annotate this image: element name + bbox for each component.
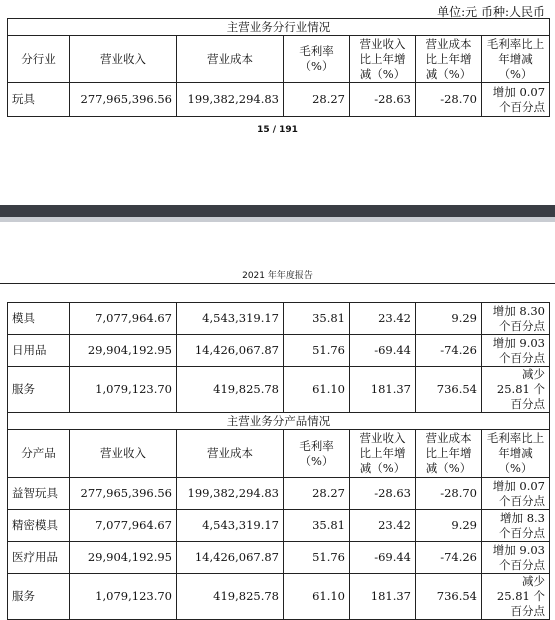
margin-change-cell: 增加 0.07 个百分点 [482, 478, 550, 510]
cost-cell: 419,825.78 [177, 367, 284, 413]
revenue-cell: 29,904,192.95 [70, 335, 177, 367]
cost-change-cell: -28.70 [416, 478, 482, 510]
col-header: 分产品 [8, 430, 70, 478]
margin-change-cell: 增加 9.03 个百分点 [482, 335, 550, 367]
margin-change-cell: 增加 8.3 个百分点 [482, 510, 550, 542]
revenue-change-cell: -28.63 [350, 83, 416, 117]
margin-cell: 28.27 [284, 478, 350, 510]
revenue-change-cell: -28.63 [350, 478, 416, 510]
cost-cell: 199,382,294.83 [177, 478, 284, 510]
col-header: 营业收入比上年增减（%） [350, 430, 416, 478]
margin-change-cell: 减少 25.81 个百分点 [482, 574, 550, 620]
revenue-cell: 7,077,964.67 [70, 510, 177, 542]
industry-section-title: 主营业务分行业情况 [8, 19, 550, 36]
table-row [8, 542, 550, 574]
cost-change-cell: 736.54 [416, 574, 482, 620]
col-header: 营业收入比上年增减（%） [350, 36, 416, 83]
row-label: 玩具 [8, 83, 70, 117]
revenue-cell: 1,079,123.70 [70, 574, 177, 620]
col-header: 营业成本比上年增减（%） [416, 36, 482, 83]
revenue-cell: 29,904,192.95 [70, 542, 177, 574]
col-header: 毛利率（%） [284, 430, 350, 478]
cost-cell: 4,543,319.17 [177, 510, 284, 542]
revenue-change-cell: -69.44 [350, 335, 416, 367]
revenue-change-cell: 23.42 [350, 303, 416, 335]
margin-cell: 51.76 [284, 542, 350, 574]
margin-change-cell: 增加 8.30 个百分点 [482, 303, 550, 335]
margin-cell: 35.81 [284, 303, 350, 335]
col-header: 毛利率比上年增减（%） [482, 430, 550, 478]
cost-change-cell: -28.70 [416, 83, 482, 117]
revenue-change-cell: 23.42 [350, 510, 416, 542]
margin-cell: 28.27 [284, 83, 350, 117]
year-header: 2021 年年度报告 [242, 271, 313, 281]
cost-change-cell: -74.26 [416, 335, 482, 367]
col-header: 毛利率比上年增减（%） [482, 36, 550, 83]
row-label: 精密模具 [8, 510, 70, 542]
row-label: 日用品 [8, 335, 70, 367]
margin-change-cell: 增加 9.03 个百分点 [482, 542, 550, 574]
cost-cell: 14,426,067.87 [177, 542, 284, 574]
revenue-cell: 7,077,964.67 [70, 303, 177, 335]
margin-cell: 61.10 [284, 367, 350, 413]
col-header: 营业收入 [70, 36, 177, 83]
col-header: 营业成本 [177, 36, 284, 83]
unit-currency-line: 单位:元 币种:人民币 [437, 5, 545, 19]
margin-cell: 35.81 [284, 510, 350, 542]
col-header: 营业成本 [177, 430, 284, 478]
row-label: 益智玩具 [8, 478, 70, 510]
cost-cell: 14,426,067.87 [177, 335, 284, 367]
cost-cell: 199,382,294.83 [177, 83, 284, 117]
table-row [8, 303, 550, 335]
industry-product-table [7, 302, 550, 620]
revenue-cell: 277,965,396.56 [70, 83, 177, 117]
cost-change-cell: 736.54 [416, 367, 482, 413]
margin-change-cell: 增加 0.07 个百分点 [482, 83, 550, 117]
revenue-cell: 277,965,396.56 [70, 478, 177, 510]
revenue-cell: 1,079,123.70 [70, 367, 177, 413]
table-row [8, 335, 550, 367]
industry-table-top [7, 18, 550, 117]
table-row [8, 83, 550, 117]
cost-change-cell: 9.29 [416, 510, 482, 542]
row-label: 服务 [8, 367, 70, 413]
col-header: 分行业 [8, 36, 70, 83]
col-header: 毛利率（%） [284, 36, 350, 83]
page-separator [0, 205, 555, 217]
row-label: 医疗用品 [8, 542, 70, 574]
margin-cell: 61.10 [284, 574, 350, 620]
cost-change-cell: 9.29 [416, 303, 482, 335]
page-number: 15 / 191 [257, 125, 298, 135]
table-row [8, 574, 550, 620]
table-row [8, 478, 550, 510]
table-row [8, 367, 550, 413]
row-label: 服务 [8, 574, 70, 620]
revenue-change-cell: 181.37 [350, 367, 416, 413]
cost-cell: 4,543,319.17 [177, 303, 284, 335]
table-row [8, 510, 550, 542]
row-label: 模具 [8, 303, 70, 335]
product-section-title: 主营业务分产品情况 [8, 413, 550, 430]
col-header: 营业收入 [70, 430, 177, 478]
revenue-change-cell: -69.44 [350, 542, 416, 574]
header-rule [0, 283, 555, 284]
cost-cell: 419,825.78 [177, 574, 284, 620]
revenue-change-cell: 181.37 [350, 574, 416, 620]
col-header: 营业成本比上年增减（%） [416, 430, 482, 478]
page-separator-shadow [0, 217, 555, 222]
cost-change-cell: -74.26 [416, 542, 482, 574]
margin-change-cell: 减少 25.81 个百分点 [482, 367, 550, 413]
margin-cell: 51.76 [284, 335, 350, 367]
